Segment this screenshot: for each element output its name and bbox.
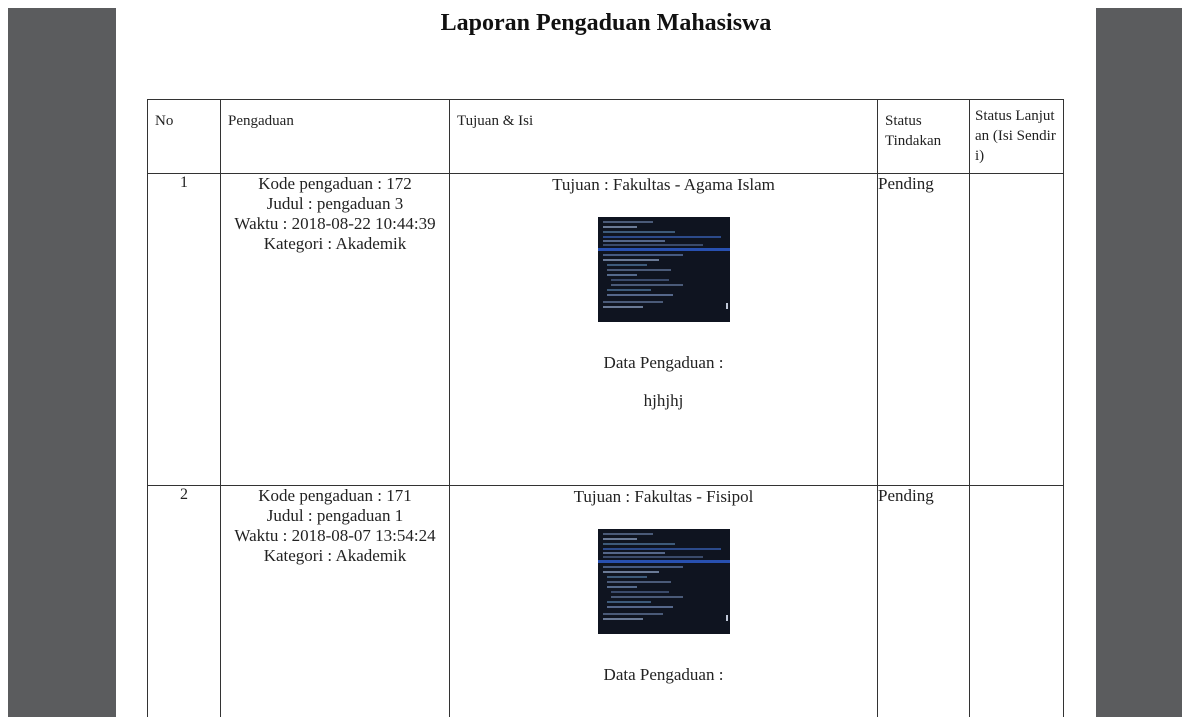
- report-page: [116, 0, 1096, 717]
- tujuan-text: Tujuan : Fakultas - Fisipol: [573, 487, 754, 506]
- cell-no: 1: [148, 174, 221, 486]
- kategori-pengaduan: Kategori : Akademik: [263, 234, 407, 253]
- cell-pengaduan: [221, 486, 450, 717]
- report-title: Laporan Pengaduan Mahasiswa: [440, 10, 772, 36]
- header-no: No: [148, 100, 221, 174]
- cell-no: 2: [148, 486, 221, 717]
- data-pengaduan-label: Data Pengaduan :: [603, 353, 724, 372]
- cell-tujuan-isi: [450, 486, 878, 717]
- cell-status-lanjutan: [970, 174, 1064, 486]
- kode-pengaduan: Kode pengaduan : 171: [258, 486, 412, 505]
- viewer-edge-right: [1182, 0, 1189, 717]
- kategori-pengaduan: Kategori : Akademik: [263, 546, 407, 565]
- header-tujuan: Tujuan & Isi: [450, 100, 878, 174]
- waktu-pengaduan: Waktu : 2018-08-07 13:54:24: [234, 526, 436, 545]
- complaint-table: [147, 99, 1064, 717]
- cell-tujuan-isi: [450, 174, 878, 486]
- header-status-tindakan: Status Tindakan: [878, 100, 970, 174]
- viewer-gutter-left: [8, 8, 116, 717]
- viewer-gutter-right: [1096, 8, 1182, 717]
- cell-status-lanjutan: [970, 486, 1064, 717]
- cell-status-tindakan: Pending: [878, 486, 970, 717]
- table-row: [148, 486, 1064, 717]
- judul-pengaduan: Judul : pengaduan 3: [266, 194, 404, 213]
- tujuan-text: Tujuan : Fakultas - Agama Islam: [552, 175, 775, 194]
- cell-pengaduan: [221, 174, 450, 486]
- table-row: [148, 174, 1064, 486]
- kode-pengaduan: Kode pengaduan : 172: [258, 174, 412, 193]
- judul-pengaduan: Judul : pengaduan 1: [266, 506, 404, 525]
- table-header-row: [148, 100, 1064, 174]
- viewer-edge-left: [0, 0, 8, 717]
- header-status-lanjutan: Status Lanjutan (Isi Sendiri): [970, 100, 1064, 174]
- header-pengaduan: Pengaduan: [221, 100, 450, 174]
- cell-status-tindakan: Pending: [878, 174, 970, 486]
- data-pengaduan-value: hjhjhj: [643, 391, 684, 410]
- waktu-pengaduan: Waktu : 2018-08-22 10:44:39: [234, 214, 436, 233]
- data-pengaduan-label: Data Pengaduan :: [603, 665, 724, 684]
- code-screenshot-thumbnail-icon: [598, 529, 730, 634]
- code-screenshot-thumbnail-icon: [598, 217, 730, 322]
